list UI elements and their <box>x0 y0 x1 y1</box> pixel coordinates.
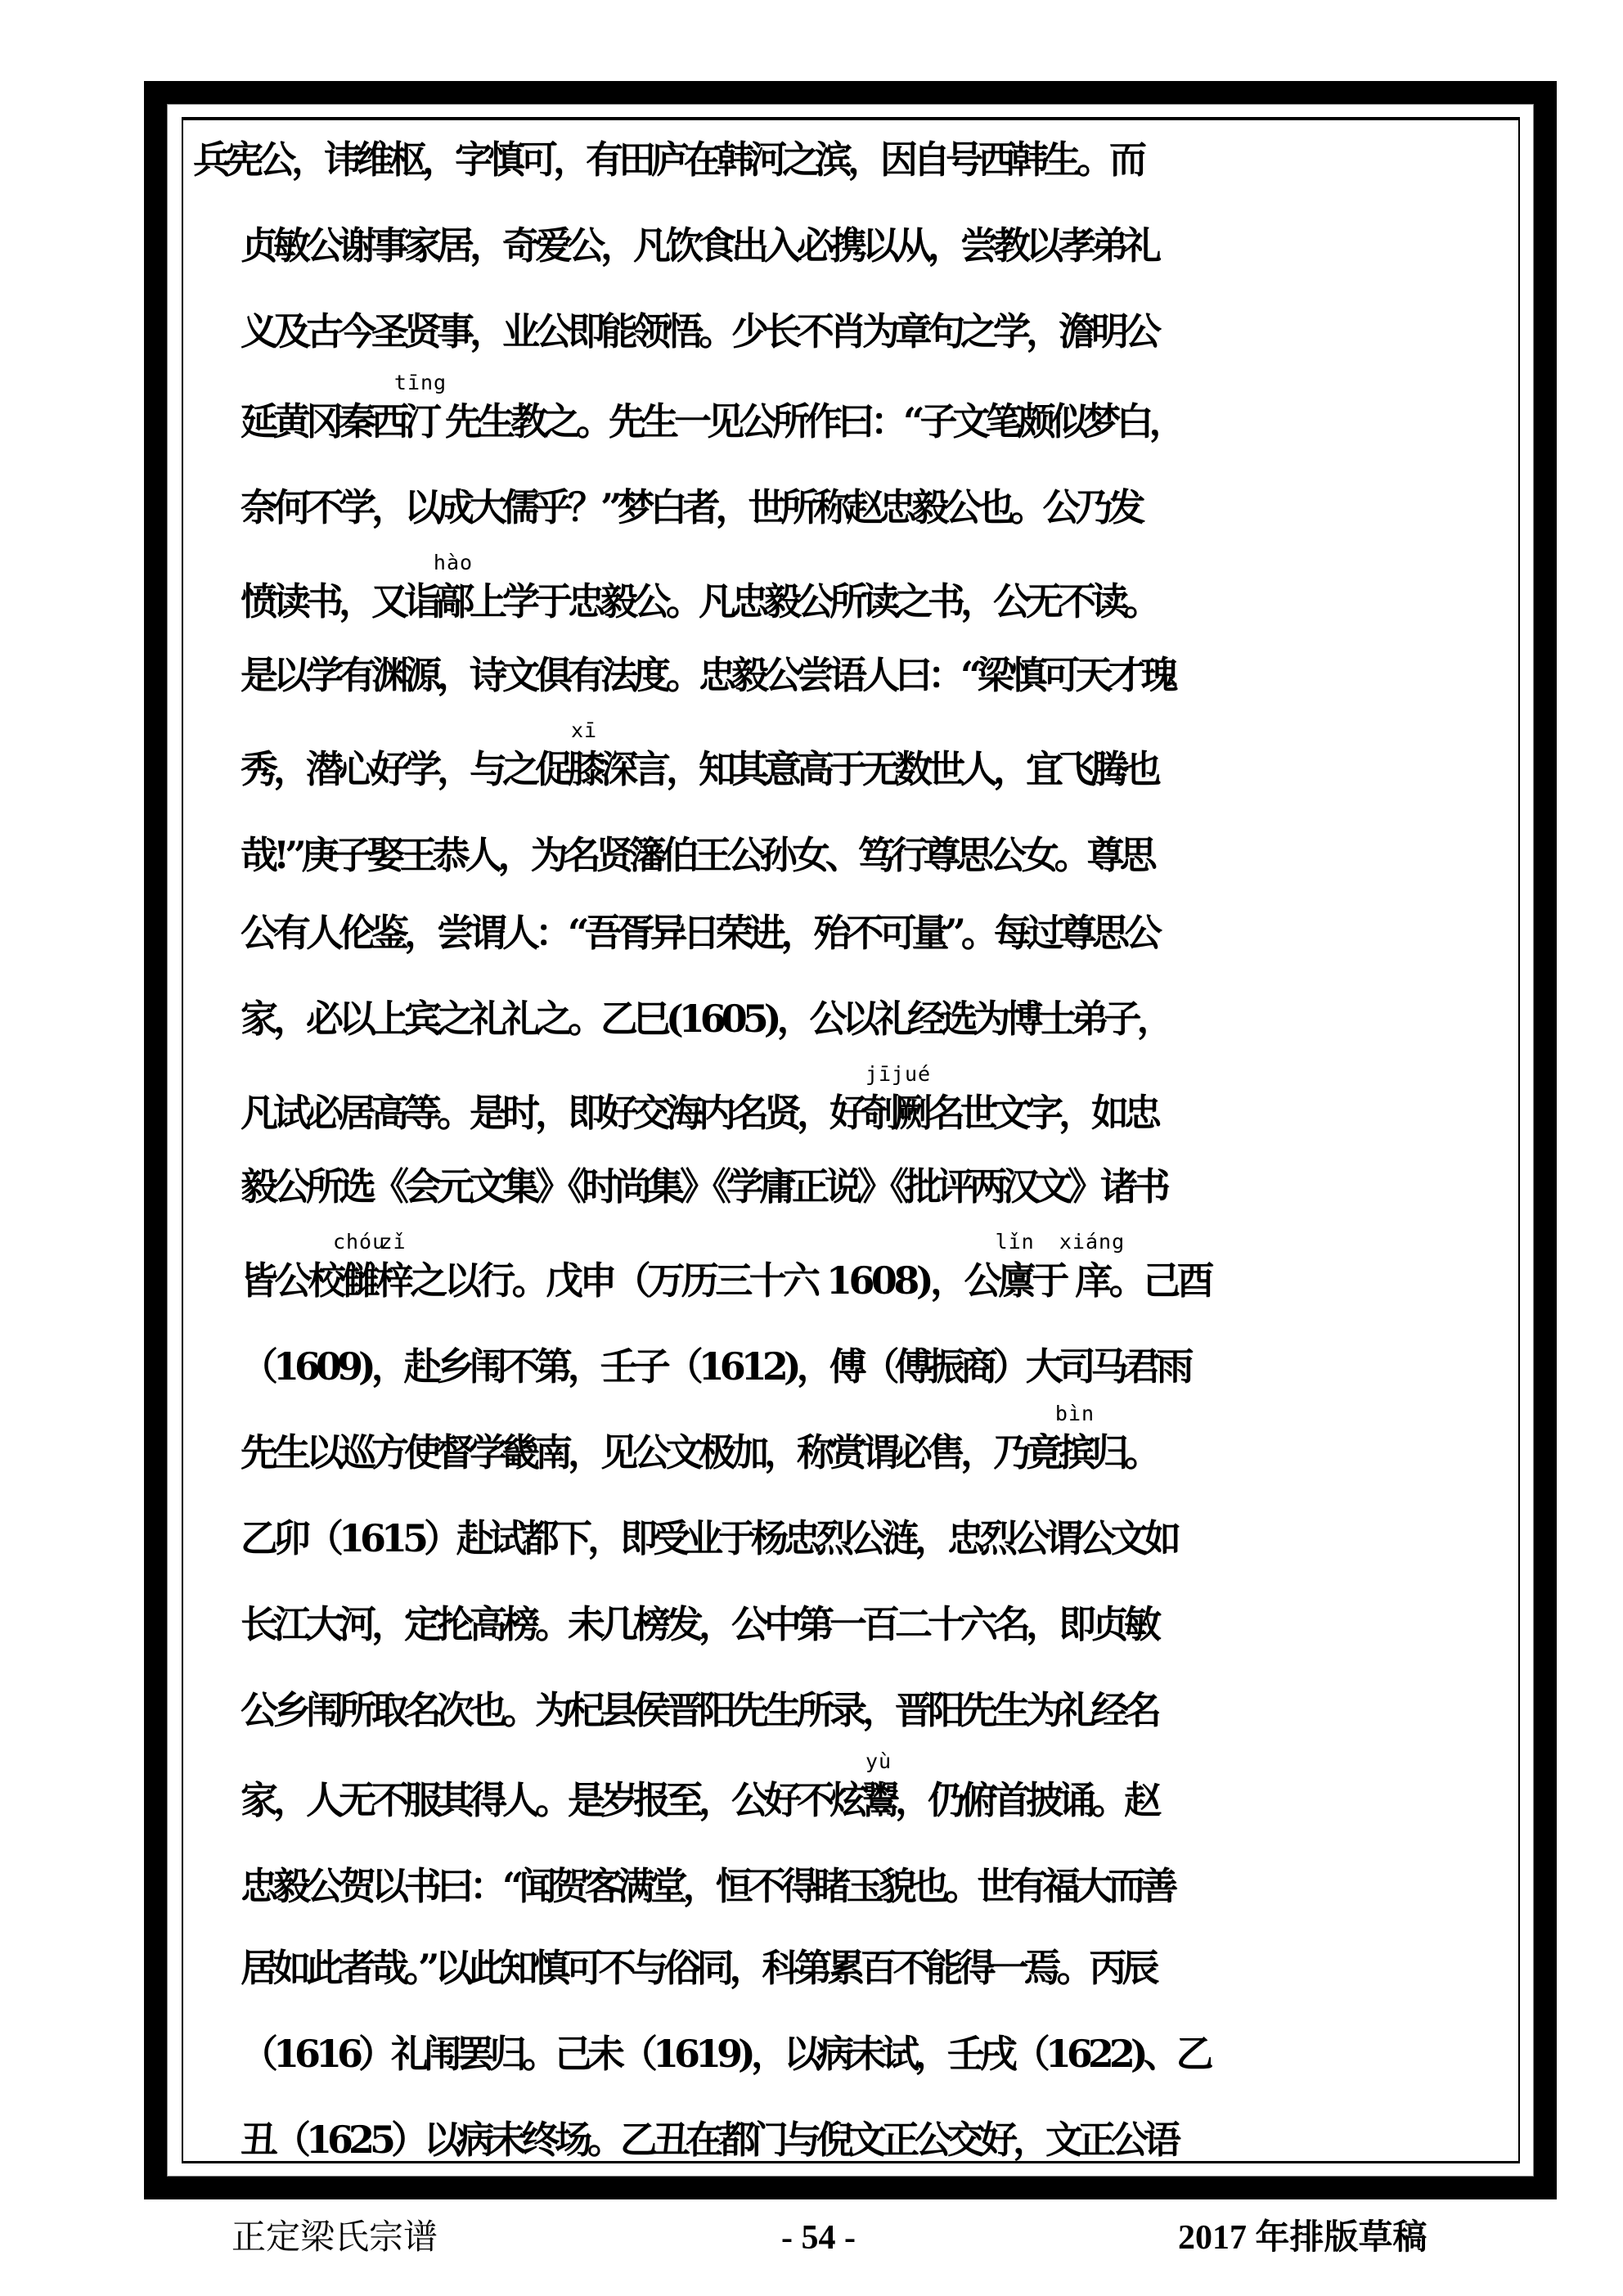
ruby-annotated-char <box>393 371 447 444</box>
text-line <box>241 308 1623 354</box>
text-segment: 忠毅公贺以书曰：“闻贺客满堂，恒不得睹玉貌也。世有福大而善 <box>241 1864 1174 1908</box>
text-line <box>241 371 1623 444</box>
ruby-base: 庠 <box>1075 1258 1109 1303</box>
ruby-annotated-char <box>1059 1230 1126 1303</box>
pinyin-annotation: lǐn <box>995 1230 1035 1254</box>
text-segment: 。己酉 <box>1108 1258 1212 1303</box>
pinyin-annotation: tīng <box>393 371 447 394</box>
text-segment: 于 <box>1032 1258 1076 1303</box>
pinyin-annotation: bìn <box>1054 1402 1095 1425</box>
text-segment: 先生以巡方使督学畿南，见公文极加，称赏谓必售，乃竟 <box>241 1430 1059 1474</box>
pinyin-annotation: jī <box>865 1062 892 1086</box>
text-segment: 家，必以上宾之礼礼之。乙巳(1605)，公以礼经选为博士弟子， <box>241 997 1170 1041</box>
text-segment: 上学于忠毅公。凡忠毅公所读之书，公无不读。 <box>470 579 1157 624</box>
text-segment: （1609)，赴乡闱不第，壬子（1612)，傅（傅振商）大司马君雨 <box>241 1344 1189 1389</box>
text-line <box>241 551 1623 624</box>
text-segment: 家，人无不服其得人。是岁报至，公好不炫 <box>241 1778 862 1822</box>
text-segment: 贞敏公谢事家居，奇爱公，凡饮食出入必携以从，尝教以孝弟礼 <box>241 223 1157 268</box>
ruby-annotated-char <box>891 1062 932 1136</box>
ruby-annotated-char <box>862 1062 895 1136</box>
text-line <box>241 2031 1623 2077</box>
ruby-annotated-char <box>995 1230 1035 1303</box>
ruby-annotated-char <box>433 551 474 624</box>
text-segment: 奈何不学，以成大儒乎？”梦白者，世所称赵忠毅公也。公乃发 <box>241 485 1141 529</box>
text-line <box>241 1164 1623 1209</box>
text-line <box>241 484 1623 530</box>
ruby-base: 鄗 <box>437 579 470 624</box>
text-line <box>241 1945 1623 1991</box>
ruby-annotated-char <box>1054 1402 1095 1475</box>
pinyin-annotation: zǐ <box>380 1230 407 1254</box>
ruby-annotated-char <box>332 1230 386 1303</box>
text-segment: 之以行。戊申（万历三十六 1608)，公 <box>410 1258 998 1303</box>
pinyin-annotation: xī <box>570 718 598 742</box>
text-segment: 丑（1625）以病未终场。乙丑在都门与倪文正公交好，文正公语 <box>241 2118 1177 2162</box>
text-segment: 先生教之。先生一见公所作曰：“子文笔颇似梦白， <box>437 399 1182 443</box>
text-segment: 延黄冈秦西 <box>241 399 404 443</box>
text-segment: ，仍俯首披诵。赵 <box>895 1778 1157 1822</box>
text-line <box>241 1687 1623 1733</box>
pinyin-annotation: chóu <box>332 1230 386 1254</box>
text-line <box>241 652 1623 698</box>
text-line <box>241 1062 1623 1136</box>
text-segment: 归。 <box>1091 1430 1157 1474</box>
text-segment: 义及古今圣贤事，业公即能领悟。少长不肖为章句之学，澹明公 <box>241 309 1157 353</box>
text-segment: 凡试必居高等。是时，即好交海内名贤，好 <box>241 1091 862 1135</box>
pinyin-annotation: xiáng <box>1059 1230 1126 1254</box>
text-segment: 愤读书，又诣 <box>241 579 437 624</box>
pinyin-annotation: jué <box>891 1062 932 1086</box>
text-line <box>241 996 1623 1042</box>
text-segment: 秀，潜心好学，与之促 <box>241 747 568 791</box>
text-segment: 居如此者哉。”以此知慎可不与俗同，科第累百不能得一焉。丙辰 <box>241 1946 1155 1990</box>
text-segment: （1616）礼闱罢归。己未（1619)，以病未试，壬戌（1622)、乙 <box>241 2032 1209 2076</box>
text-segment: 公乡闱所取名次也。为杞县侯晋阳先生所录，晋阳先生为礼经名 <box>241 1688 1157 1732</box>
text-segment: 深言，知其意高于无数世人，宜飞腾也 <box>600 747 1157 791</box>
text-line <box>241 1402 1623 1475</box>
ruby-base: 剞 <box>862 1091 895 1135</box>
ruby-base: 廪 <box>997 1258 1032 1303</box>
ruby-base: 鬻 <box>862 1778 895 1822</box>
text-line <box>241 1749 1623 1823</box>
footer-page-number: - 54 - <box>781 2219 856 2257</box>
text-segment: 皆公校 <box>241 1258 343 1303</box>
text-line <box>241 1230 1623 1303</box>
ruby-base: 梓 <box>375 1258 411 1303</box>
footer-draft-note: 2017 年排版草稿 <box>1178 2219 1427 2257</box>
text-segment: 兵宪公，讳维枢，字慎可，有田庐在韩河之滨，因自号西韩生。而 <box>193 137 1142 182</box>
text-line <box>241 1515 1623 1561</box>
text-segment: 乙卯（1615）赴试都下，即受业于杨忠烈公涟，忠烈公谓公文如 <box>241 1516 1177 1560</box>
ruby-base: 雠 <box>342 1258 376 1303</box>
pinyin-annotation: hào <box>433 551 474 574</box>
text-line <box>241 1344 1623 1389</box>
ruby-base: 汀 <box>404 399 437 443</box>
ruby-base: 摈 <box>1059 1430 1091 1474</box>
text-line <box>241 718 1623 792</box>
text-line <box>241 832 1623 878</box>
text-segment: 哉!”庚子娶王恭人，为名贤籓伯王公孙女、笃行尊思公女。尊思 <box>241 833 1153 877</box>
ruby-annotated-char <box>375 1230 411 1303</box>
ruby-base: 劂 <box>895 1091 928 1135</box>
text-segment: 名世文字，如忠 <box>928 1091 1157 1135</box>
ruby-annotated-char <box>568 718 600 792</box>
text-segment: 是以学有渊源，诗文俱有法度。忠毅公尝语人曰：“梁慎可天才瑰 <box>241 653 1174 697</box>
text-line <box>241 223 1623 268</box>
text-line <box>241 1601 1623 1647</box>
text-segment: 长江大河，定抡高榜。未几榜发，公中第一百二十六名，即贞敏 <box>241 1602 1157 1646</box>
ruby-annotated-char <box>862 1749 895 1823</box>
text-line <box>193 137 1623 182</box>
footer-book-title: 正定梁氏宗谱 <box>232 2219 438 2257</box>
pinyin-annotation: yù <box>865 1749 892 1773</box>
text-line <box>241 2117 1623 2163</box>
text-line <box>241 1863 1623 1909</box>
text-line <box>241 910 1623 956</box>
text-segment: 毅公所选《会元文集》《时尚集》《学庸正说》《批评两汉文》诸书 <box>241 1164 1166 1209</box>
text-segment: 公有人伦鉴，尝谓人：“吾胥异日荣进，殆不可量”。每过尊思公 <box>241 911 1158 955</box>
ruby-base: 膝 <box>568 747 600 791</box>
